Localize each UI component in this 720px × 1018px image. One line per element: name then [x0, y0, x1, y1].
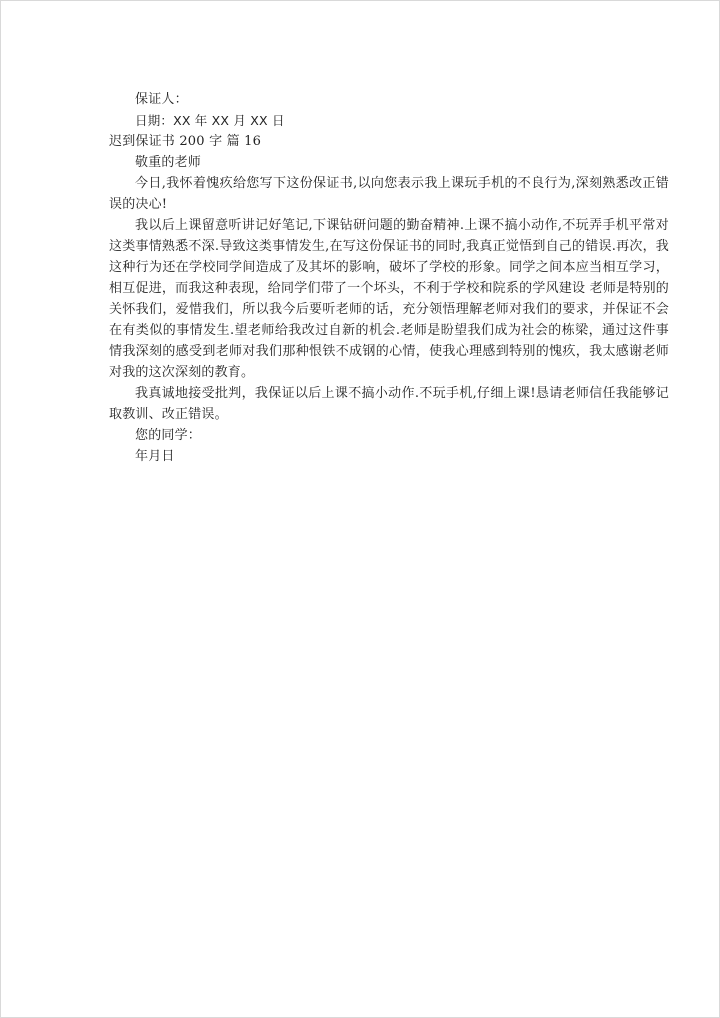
document-body [109, 89, 669, 467]
paragraph-1: 今日,我怀着愧疚给您写下这份保证书,以向您表示我上课玩手机的不良行为,深刻熟悉改正错误的决心! [109, 176, 669, 212]
closing-signature: 您的同学： [135, 428, 202, 443]
salutation: 敬重的老师 [135, 155, 202, 170]
paragraph-2: 我以后上课留意听讲记好笔记,下课钻研问题的勤奋精神.上课不搞小动作,不玩弄手机平常对这类事情熟悉不深.导致这类事情发生,在写这份保证书的同时,我真正觉悟到自己的错误.再次，我这种行为还在学校同学间造成了及其坏的影响，破坏了学校的形象。同学之间本应当相互学习，相互促进，而我这种表现，给同学们带了一个坏头，不利于学校和院系的学风建设 老师是特别的关怀我们，爱惜我们，所以我今后要听老师的话，充分领悟理解老师对我们的要求，并保证不会在有类似的事情发生.望老师给我改过自新的机会.老师是盼望我们成为社会的栋梁，通过这件事情我深刻的感受到老师对我们那种恨铁不成钢的心情，使我心理感到特别的愧疚，我太感谢老师对我的这次深刻的教育。 [109, 218, 669, 380]
date-line: 日期：XX 年 XX 月 XX 日 [135, 113, 285, 128]
guarantor-line: 保证人： [135, 92, 188, 107]
paragraph-3: 我真诚地接受批判，我保证以后上课不搞小动作.不玩手机,仔细上课!恳请老师信任我能够记取教训、改正错误。 [109, 386, 669, 422]
closing-date: 年月日 [135, 449, 175, 464]
document-title: 迟到保证书 200 字 篇 16 [109, 134, 262, 149]
